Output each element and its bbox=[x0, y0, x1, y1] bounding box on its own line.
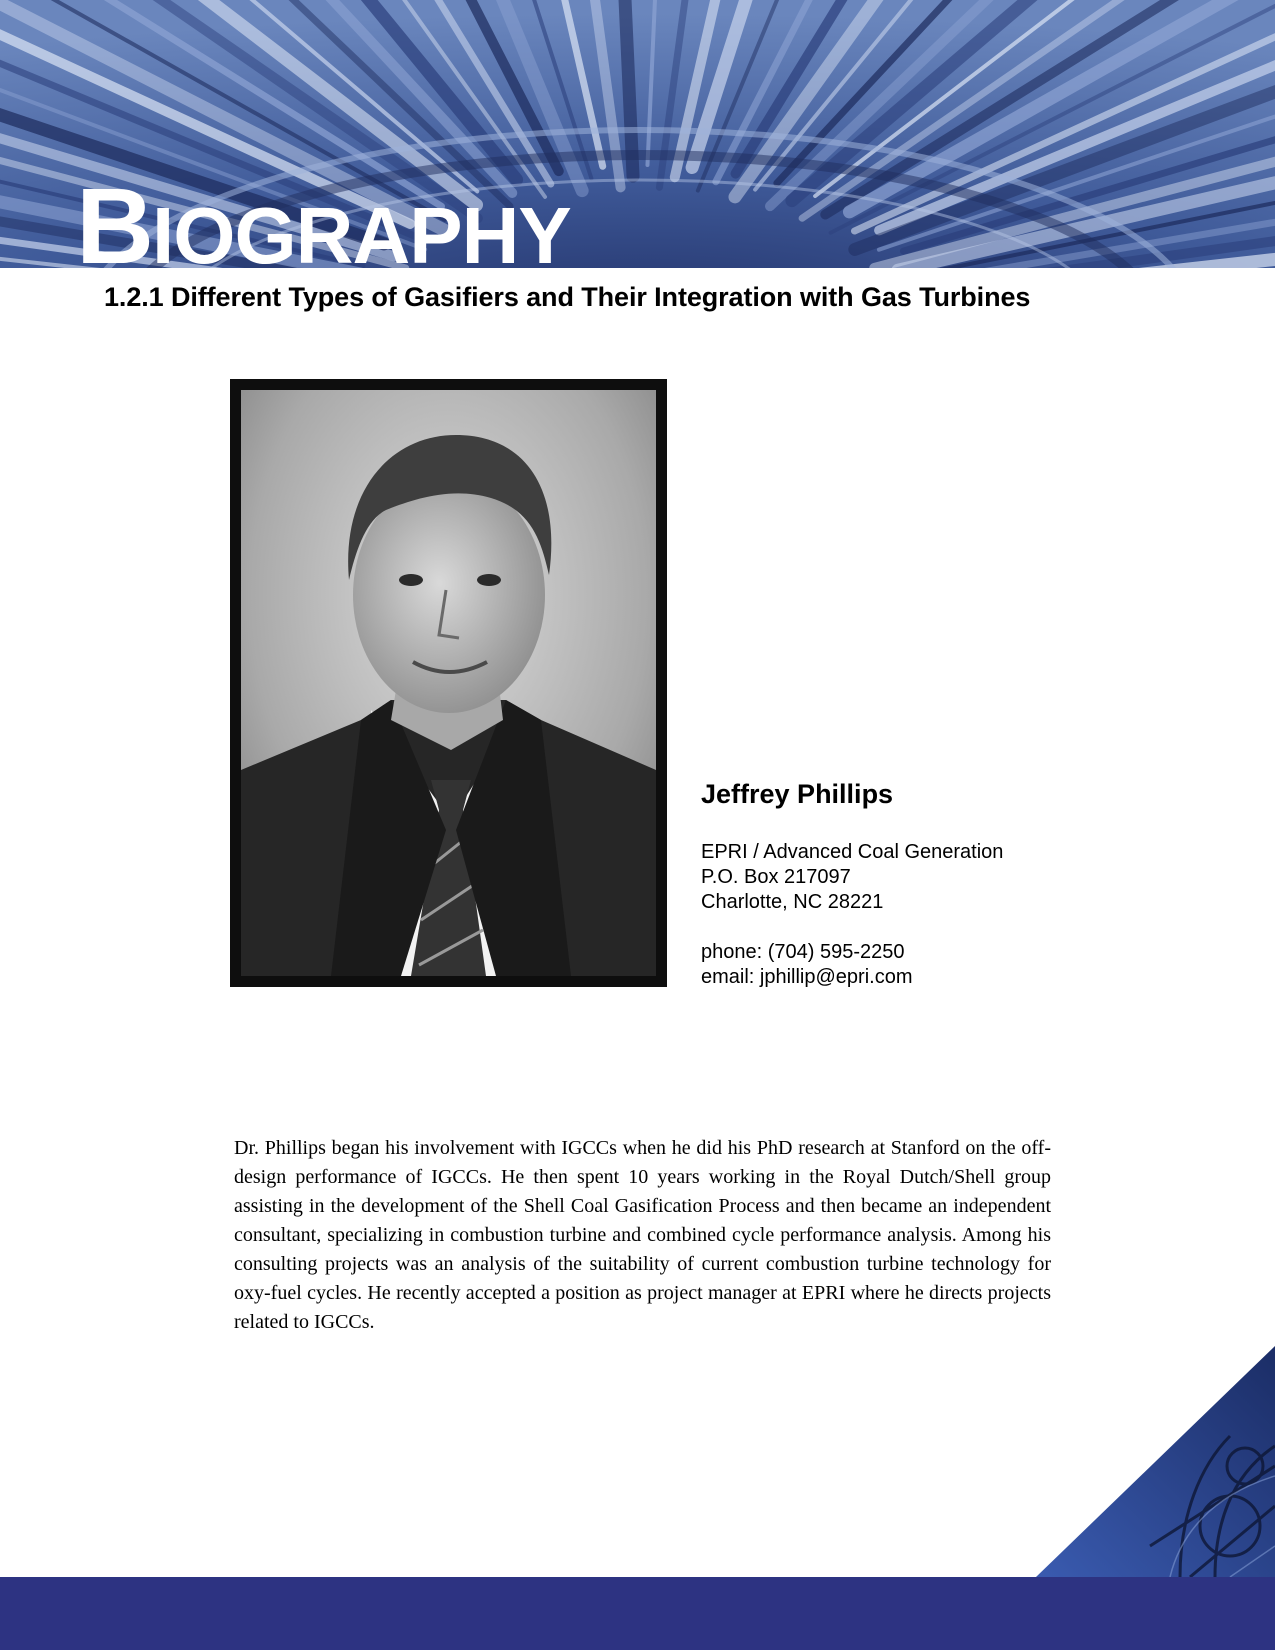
header-banner bbox=[0, 0, 1275, 268]
portrait-image bbox=[241, 390, 656, 976]
contact-block bbox=[701, 776, 1121, 990]
spacer bbox=[701, 915, 1121, 940]
banner-title-rest: IOGRAPHY bbox=[152, 191, 571, 268]
corner-decoration-graphic bbox=[1030, 1346, 1275, 1577]
section-heading: 1.2.1 Different Types of Gasifiers and Their Integration with Gas Turbines bbox=[104, 282, 1031, 312]
person-name: Jeffrey Phillips bbox=[701, 779, 894, 809]
address-line-po-box: P.O. Box 217097 bbox=[701, 866, 851, 888]
email-line[interactable]: email: jphillip@epri.com bbox=[701, 966, 913, 988]
address-line-organization: EPRI / Advanced Coal Generation bbox=[701, 841, 1004, 863]
phone-line: phone: (704) 595-2250 bbox=[701, 941, 905, 963]
address-line-city: Charlotte, NC 28221 bbox=[701, 891, 884, 913]
footer-bar bbox=[0, 1577, 1275, 1650]
banner-title-initial: B bbox=[76, 172, 152, 268]
portrait-photo bbox=[230, 379, 667, 987]
biography-paragraph: Dr. Phillips began his involvement with IGCCs when he did his PhD research at Stanford on the off-design performance of IGCCs. He then spent 10 years working in the Royal Dutch/Shell group assisting in the development of the Shell Coal Gasification Process and then became an independent consultant, specializing in combustion turbine and combined cycle performance analysis. Among his consulting projects was an analysis of the suitability of current combustion turbine technology for oxy-fuel cycles. He recently accepted a position as project manager at EPRI where he directs projects related to IGCCs. bbox=[234, 1137, 1051, 1333]
banner-title bbox=[76, 172, 571, 268]
